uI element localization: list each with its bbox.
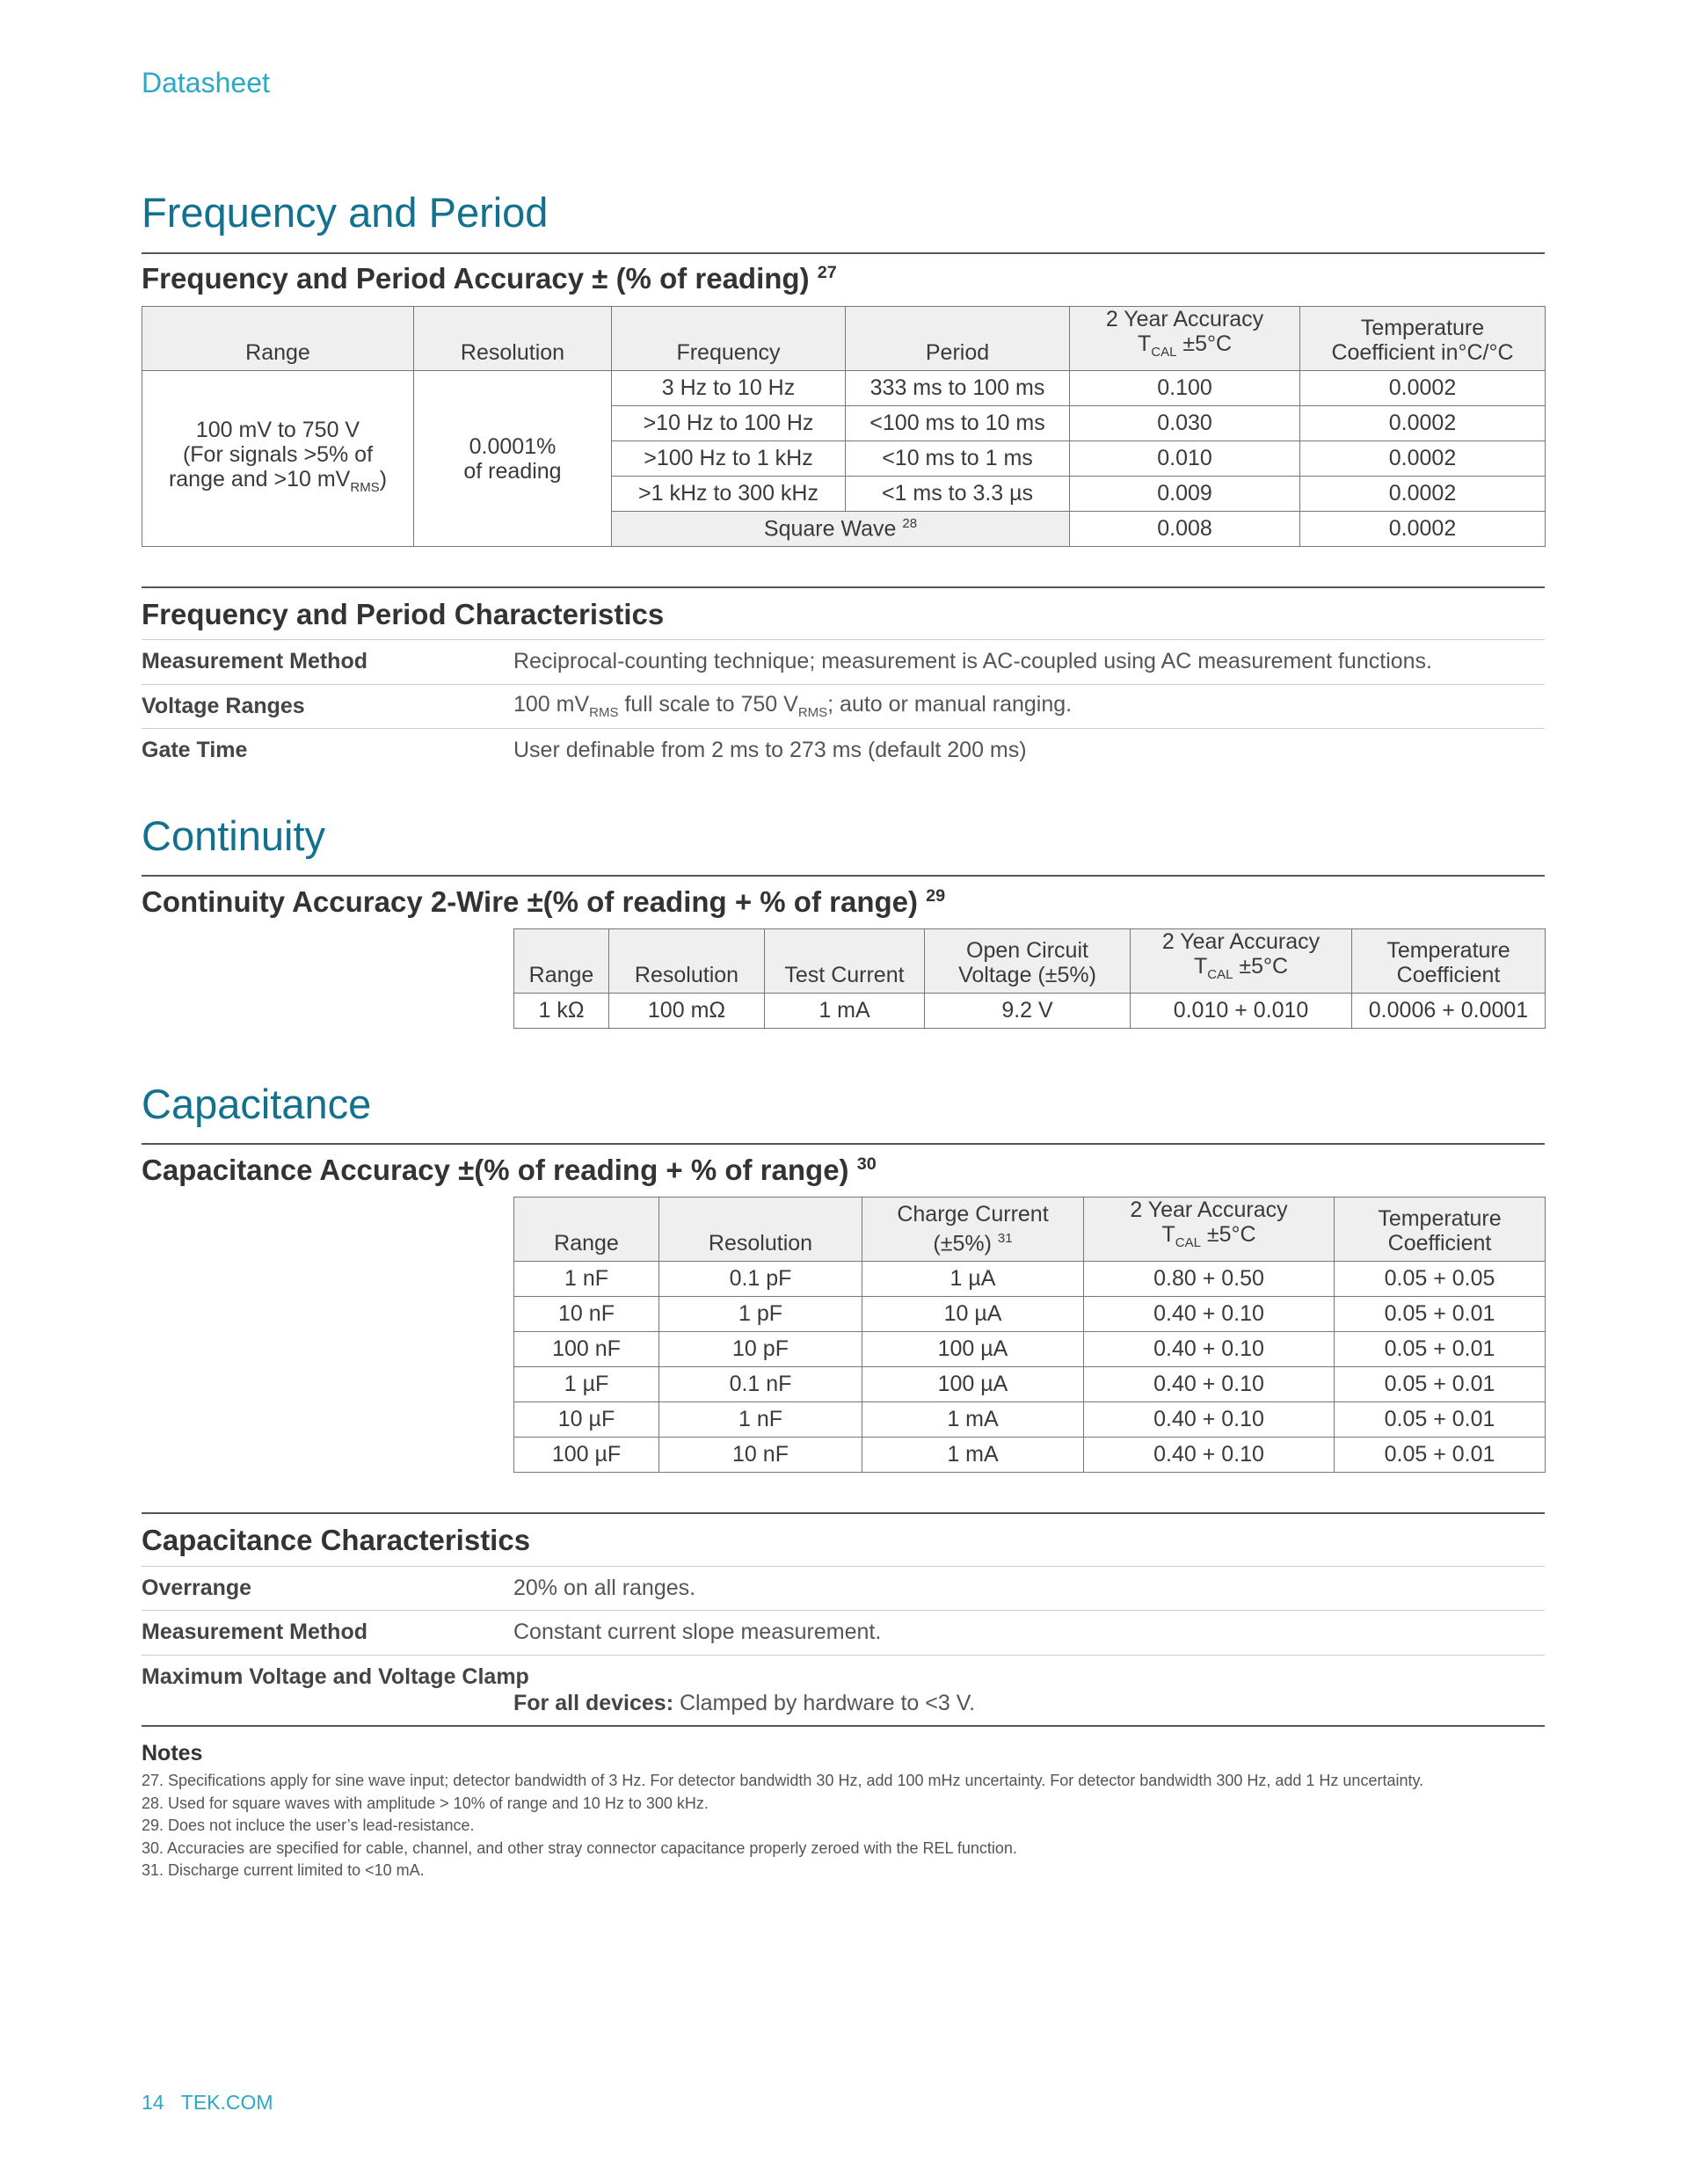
header-accuracy <box>1131 929 1352 994</box>
cell-accuracy: 0.40 + 0.10 <box>1084 1367 1335 1402</box>
header-resolution: Resolution <box>659 1198 862 1262</box>
h: 2 Year Accuracy <box>1130 1198 1288 1222</box>
section-title-capacitance: Capacitance <box>142 1081 372 1127</box>
page-number: 14 <box>142 2091 164 2114</box>
header-accuracy <box>1070 307 1300 371</box>
cell-accuracy: 0.100 <box>1070 371 1300 406</box>
h: Coefficient <box>1387 1231 1492 1256</box>
characteristics-title-capacitance: Capacitance Characteristics <box>142 1524 531 1556</box>
cell-current: 1 µA <box>862 1262 1084 1297</box>
note-item: 30. Accuracies are specified for cable, channel, and other stray connector capacitance properly zeroed with the REL function. <box>142 1838 1017 1857</box>
footnote-ref: 31 <box>997 1230 1013 1246</box>
h: Open Circuit <box>966 938 1088 963</box>
cell-temp: 0.0002 <box>1300 406 1546 441</box>
cell-accuracy: 0.40 + 0.10 <box>1084 1332 1335 1367</box>
cell-temp: 0.05 + 0.01 <box>1335 1367 1546 1402</box>
cell-frequency: >100 Hz to 1 kHz <box>612 441 846 477</box>
cell-resolution: 0.1 pF <box>659 1262 862 1297</box>
char-key: Measurement Method <box>142 648 367 673</box>
title-text: Frequency and Period Accuracy ± (% of reading) <box>142 262 810 295</box>
t: RMS <box>350 479 380 495</box>
cell-temp: 0.0002 <box>1300 371 1546 406</box>
table-row <box>514 1438 1546 1473</box>
header-open-circuit-voltage <box>925 929 1131 994</box>
t: ) <box>379 466 388 491</box>
h: Voltage (±5%) <box>958 963 1096 987</box>
char-key: Maximum Voltage and Voltage Clamp <box>142 1663 529 1689</box>
brand-label: Datasheet <box>142 67 270 98</box>
header-frequency: Frequency <box>612 307 846 371</box>
table-header-row <box>514 929 1546 994</box>
header-resolution: Resolution <box>609 929 765 994</box>
char-row-overrange <box>142 1566 1545 1610</box>
h: T <box>1137 331 1152 356</box>
h: Temperature <box>1378 1206 1502 1231</box>
title-text: Capacitance Accuracy ±(% of reading + % of range) <box>142 1154 849 1186</box>
table-row <box>514 1297 1546 1332</box>
divider <box>142 1143 1545 1145</box>
cell-temp: 0.0002 <box>1300 441 1546 477</box>
cell-accuracy: 0.40 + 0.10 <box>1084 1297 1335 1332</box>
cell-resolution: 100 mΩ <box>609 994 765 1029</box>
t: Clamped by hardware to <3 V. <box>673 1691 976 1715</box>
h: Temperature <box>1386 938 1510 963</box>
t: full scale to 750 V <box>618 692 798 717</box>
char-key: Measurement Method <box>142 1619 367 1644</box>
table-title-continuity <box>142 885 945 919</box>
t: 100 mV to 750 V <box>195 417 360 442</box>
cell-accuracy: 0.40 + 0.10 <box>1084 1438 1335 1473</box>
t: ; auto or manual ranging. <box>827 692 1073 717</box>
cell-temp: 0.05 + 0.01 <box>1335 1402 1546 1438</box>
table-header-row <box>142 307 1546 371</box>
table-title-frequency <box>142 262 837 295</box>
header-test-current: Test Current <box>765 929 925 994</box>
cell-period: <1 ms to 3.3 µs <box>846 477 1070 512</box>
divider <box>142 252 1545 254</box>
cell-range: 10 µF <box>514 1402 659 1438</box>
characteristics-title-frequency: Frequency and Period Characteristics <box>142 598 665 630</box>
cell-current: 100 µA <box>862 1332 1084 1367</box>
title-text: Continuity Accuracy 2-Wire ±(% of reading + % of range) <box>142 885 918 918</box>
h: Coefficient <box>1396 963 1501 987</box>
note-item: 28. Used for square waves with amplitude > 10% of range and 10 Hz to 300 kHz. <box>142 1794 709 1812</box>
h: CAL <box>1207 967 1233 982</box>
footer-link[interactable]: TEK.COM <box>180 2091 273 2114</box>
cell-resolution: 10 pF <box>659 1332 862 1367</box>
t: of reading <box>463 458 562 484</box>
footnote-ref: 27 <box>817 263 837 282</box>
cell-current: 100 µA <box>862 1367 1084 1402</box>
char-key: Overrange <box>142 1575 252 1600</box>
cell-range: 1 nF <box>514 1262 659 1297</box>
h: Charge Current <box>897 1201 1049 1227</box>
cell-temp: 0.05 + 0.01 <box>1335 1297 1546 1332</box>
h: ±5°C <box>1233 954 1289 979</box>
cell-period: <10 ms to 1 ms <box>846 441 1070 477</box>
note-item: 31. Discharge current limited to <10 mA. <box>142 1861 425 1879</box>
header-range: Range <box>142 307 414 371</box>
cell-resolution: 10 nF <box>659 1438 862 1473</box>
cell-accuracy: 0.010 <box>1070 441 1300 477</box>
h: Temperature <box>1360 316 1485 340</box>
char-value: Reciprocal-counting technique; measurement is AC-coupled using AC measurement functions. <box>513 648 1432 673</box>
cell-resolution: 1 pF <box>659 1297 862 1332</box>
cell-range: 100 µF <box>514 1438 659 1473</box>
t: For all devices: <box>513 1691 674 1715</box>
h: (±5%) <box>933 1231 992 1256</box>
cell-temp: 0.05 + 0.01 <box>1335 1438 1546 1473</box>
resolution-cell <box>414 371 612 547</box>
header-temp <box>1300 307 1546 371</box>
cell-range: 1 µF <box>514 1367 659 1402</box>
capacitance-accuracy-table <box>513 1197 1546 1473</box>
cell-current: 1 mA <box>862 1438 1084 1473</box>
cell-temp: 0.05 + 0.05 <box>1335 1262 1546 1297</box>
header-range: Range <box>514 929 609 994</box>
h: 2 Year Accuracy <box>1105 307 1264 331</box>
square-wave-cell <box>612 512 1070 547</box>
t: range and >10 mV <box>168 466 351 491</box>
cell-frequency: >1 kHz to 300 kHz <box>612 477 846 512</box>
header-charge-current <box>862 1198 1084 1262</box>
char-row-gate <box>142 728 1545 772</box>
char-value: Constant current slope measurement. <box>513 1619 882 1644</box>
cell-accuracy: 0.010 + 0.010 <box>1131 994 1352 1029</box>
range-cell <box>142 371 414 547</box>
cell-temp: 0.0002 <box>1300 512 1546 547</box>
divider <box>142 1512 1545 1514</box>
cell-resolution: 0.1 nF <box>659 1367 862 1402</box>
header-accuracy <box>1084 1198 1335 1262</box>
char-value: 20% on all ranges. <box>513 1575 696 1600</box>
char-key: Gate Time <box>142 737 248 762</box>
cell-range: 100 nF <box>514 1332 659 1367</box>
t: 100 mV <box>513 692 590 717</box>
table-header-row <box>514 1198 1546 1262</box>
section-title-frequency: Frequency and Period <box>142 189 549 236</box>
h: Coefficient in°C/°C <box>1331 340 1514 365</box>
h: ±5°C <box>1176 331 1233 356</box>
t: (For signals >5% of <box>182 441 374 467</box>
notes-list <box>142 1770 1423 1882</box>
divider <box>142 875 1545 877</box>
header-period: Period <box>846 307 1070 371</box>
cell-resolution: 1 nF <box>659 1402 862 1438</box>
char-value <box>513 692 1072 720</box>
cell-ocv: 9.2 V <box>925 994 1131 1029</box>
cell-accuracy: 0.030 <box>1070 406 1300 441</box>
footer <box>142 2091 273 2115</box>
table-row <box>514 1367 1546 1402</box>
footnote-ref: 30 <box>856 1154 877 1174</box>
cell-current: 1 mA <box>765 994 925 1029</box>
cell-current: 10 µA <box>862 1297 1084 1332</box>
char-key: Voltage Ranges <box>142 693 305 718</box>
h: T <box>1161 1222 1175 1247</box>
h: T <box>1193 954 1208 979</box>
header-range: Range <box>514 1198 659 1262</box>
cell-period: <100 ms to 10 ms <box>846 406 1070 441</box>
char-value: User definable from 2 ms to 273 ms (default 200 ms) <box>513 737 1027 762</box>
table-row <box>514 1262 1546 1297</box>
note-item: 29. Does not incluce the user’s lead-resistance. <box>142 1816 475 1834</box>
h: CAL <box>1175 1235 1201 1250</box>
cell-period: 333 ms to 100 ms <box>846 371 1070 406</box>
h: ±5°C <box>1200 1222 1256 1247</box>
table-title-capacitance <box>142 1154 877 1187</box>
footnote-ref: 29 <box>926 886 946 906</box>
cell-accuracy: 0.008 <box>1070 512 1300 547</box>
t: Square Wave <box>763 516 897 542</box>
divider <box>142 586 1545 588</box>
divider <box>142 1725 1545 1727</box>
cell-temp: 0.0002 <box>1300 477 1546 512</box>
cell-accuracy: 0.80 + 0.50 <box>1084 1262 1335 1297</box>
t: 0.0001% <box>469 433 557 459</box>
cell-accuracy: 0.40 + 0.10 <box>1084 1402 1335 1438</box>
cell-range: 1 kΩ <box>514 994 609 1029</box>
frequency-accuracy-table <box>142 306 1546 547</box>
footnote-ref: 28 <box>902 515 918 531</box>
char-row-voltage <box>142 684 1545 728</box>
cell-temp: 0.05 + 0.01 <box>1335 1332 1546 1367</box>
notes-title: Notes <box>142 1741 203 1765</box>
header-temp <box>1352 929 1546 994</box>
h: CAL <box>1151 345 1177 360</box>
cell-current: 1 mA <box>862 1402 1084 1438</box>
cell-frequency: >10 Hz to 100 Hz <box>612 406 846 441</box>
table-row <box>514 994 1546 1029</box>
h: 2 Year Accuracy <box>1161 929 1321 954</box>
note-item: 27. Specifications apply for sine wave input; detector bandwidth of 3 Hz. For detector bandwidth 30 Hz, add 100 mHz uncertainty. For detector bandwidth 300 Hz, add 1 Hz uncertainty. <box>142 1772 1424 1789</box>
char-row-method <box>142 639 1545 683</box>
table-row <box>142 371 1546 406</box>
t: RMS <box>797 705 828 720</box>
section-title-continuity: Continuity <box>142 812 325 859</box>
header-resolution: Resolution <box>414 307 612 371</box>
t: RMS <box>589 705 619 720</box>
continuity-accuracy-table <box>513 928 1546 1029</box>
char-value-clamp <box>513 1691 975 1716</box>
cell-range: 10 nF <box>514 1297 659 1332</box>
table-row <box>514 1332 1546 1367</box>
cell-accuracy: 0.009 <box>1070 477 1300 512</box>
cell-temp: 0.0006 + 0.0001 <box>1352 994 1546 1029</box>
cell-frequency: 3 Hz to 10 Hz <box>612 371 846 406</box>
char-row-method <box>142 1610 1545 1654</box>
header-temp <box>1335 1198 1546 1262</box>
table-row <box>514 1402 1546 1438</box>
